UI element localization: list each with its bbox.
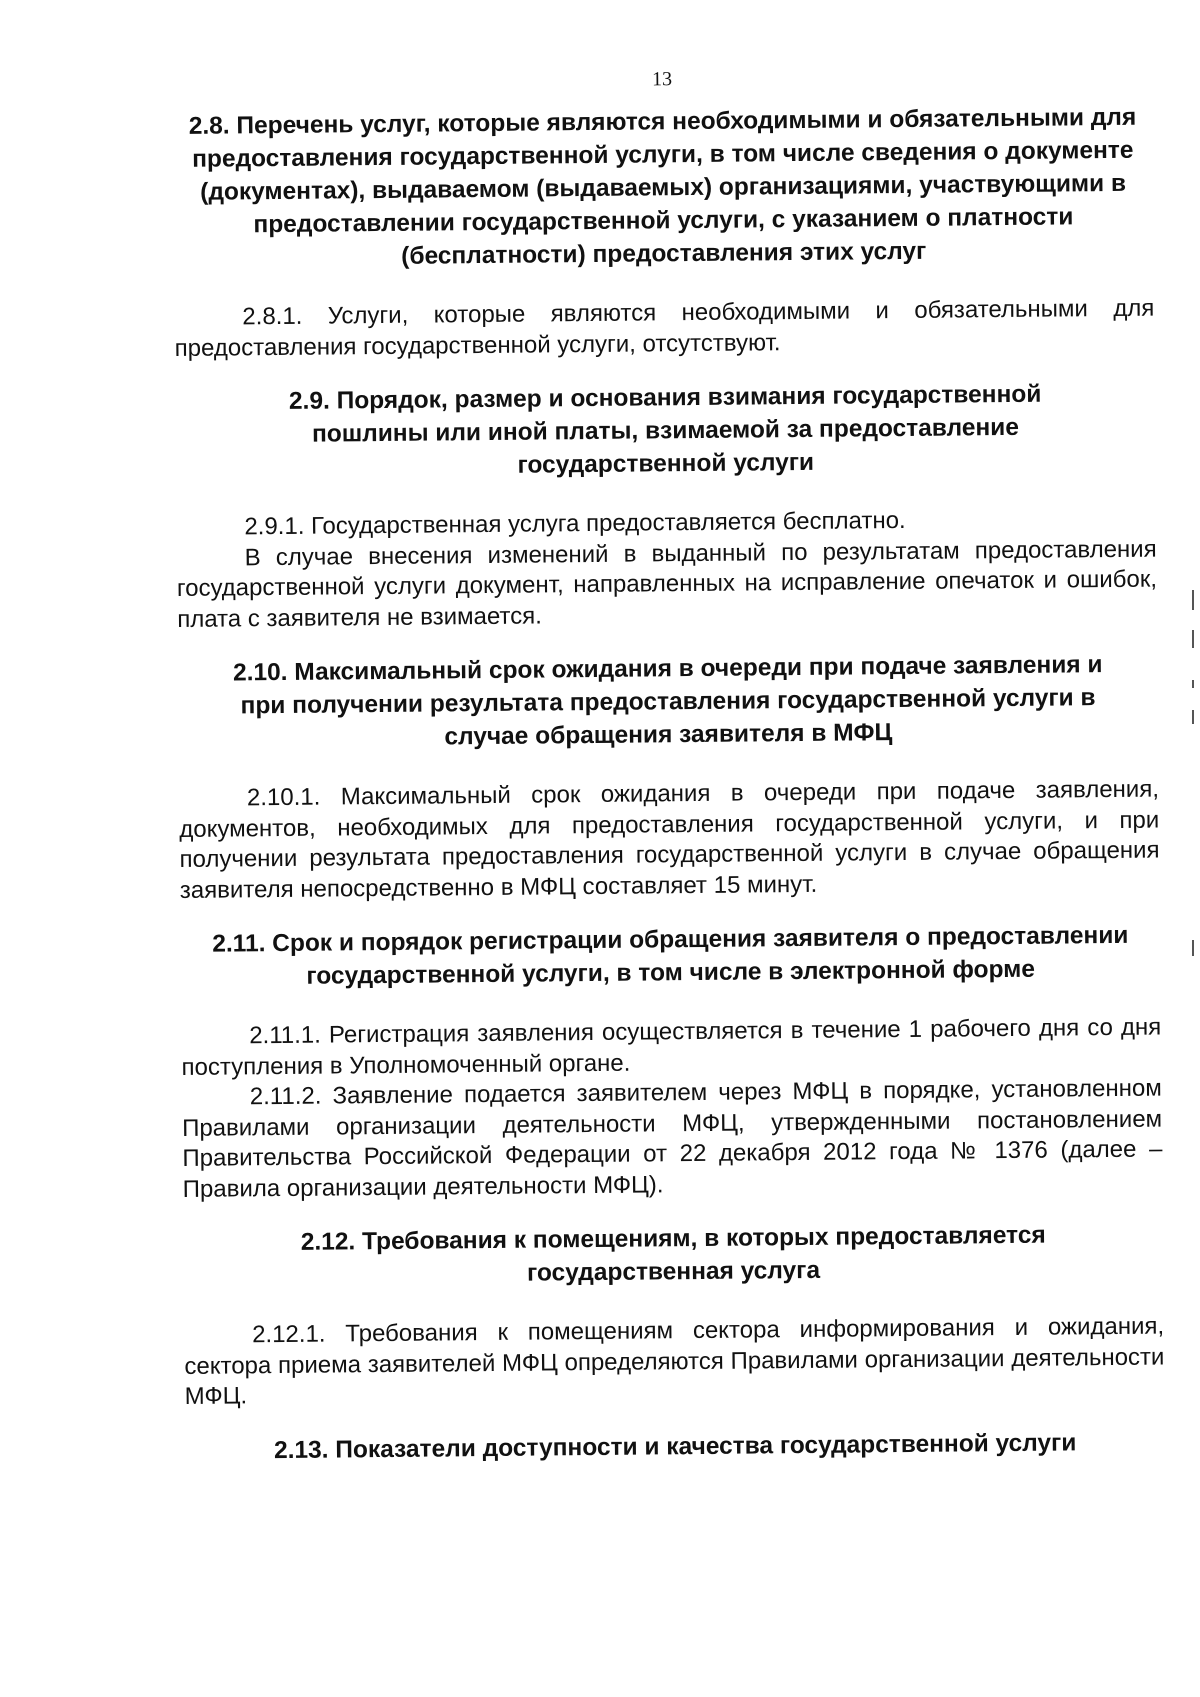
- section-2-9-heading: 2.9. Порядок, размер и основания взимания государственной пошлины или иной платы, взимаемой за предоставление государственной услуги: [288, 380, 1042, 479]
- scan-edge-marks: [1180, 0, 1200, 1697]
- paragraph-2-10-1: 2.10.1. Максимальный срок ожидания в очереди при подаче заявления, документов, необходимых для предоставления государственной услуги, и при получении результата предоставления государственной услуги в случае обращения заявителя непосредственно в МФЦ составляет 15 минут.: [179, 775, 1160, 904]
- paragraph-2-11-1: 2.11.1. Регистрация заявления осуществляется в течение 1 рабочего дня со дня поступления в Уполномоченный органе.: [181, 1013, 1162, 1081]
- paragraph-2-11-2: 2.11.2. Заявление подается заявителем через МФЦ в порядке, установленном Правилами организации деятельности МФЦ, утвержденными постановлением Правительства Российской Федерации от 22 декабря 2012 года № 1376 (далее – Правила организации деятельности МФЦ).: [182, 1074, 1163, 1203]
- section-2-11-heading: 2.11. Срок и порядок регистрации обращения заявителя о предоставлении государственной услуги, в том числе в электронной форме: [212, 921, 1129, 990]
- page-content: [172, 63, 1165, 1468]
- paragraph-2-8-1: 2.8.1. Услуги, которые являются необходимыми и обязательными для предоставления государственной услуги, отсутствуют.: [174, 294, 1155, 362]
- section-2-13-heading: 2.13. Показатели доступности и качества государственной услуги: [273, 1428, 1077, 1464]
- paragraph-2-9-1: 2.9.1. Государственная услуга предоставляется бесплатно.: [244, 506, 906, 541]
- paragraph-2-12-1: 2.12.1. Требования к помещениям сектора информирования и ожидания, сектора приема заявителей МФЦ определяются Правилами организации деятельности МФЦ.: [184, 1312, 1165, 1410]
- section-2-8-heading: 2.8. Перечень услуг, которые являются необходимыми и обязательными для предоставления государственной услуги, в том числе сведения о документе (документах), выдаваемом (выдаваемых) организациями, участвующими в предоставлении государственной услуги, с указанием о платности (бесплатности) предоставления этих услуг: [188, 103, 1137, 270]
- section-2-10-heading: 2.10. Максимальный срок ожидания в очереди при подаче заявления и при получении результата предоставления государственной услуги в случае обращения заявителя в МФЦ: [232, 651, 1103, 751]
- section-2-12-heading: 2.12. Требования к помещениям, в которых предоставляется государственная услуга: [300, 1221, 1046, 1287]
- paragraph-2-9-2: В случае внесения изменений в выданный по результатам предоставления государственной услуги документ, направленных на исправление опечаток и ошибок, плата с заявителя не взимается.: [176, 535, 1158, 633]
- page-number: 13: [651, 68, 673, 91]
